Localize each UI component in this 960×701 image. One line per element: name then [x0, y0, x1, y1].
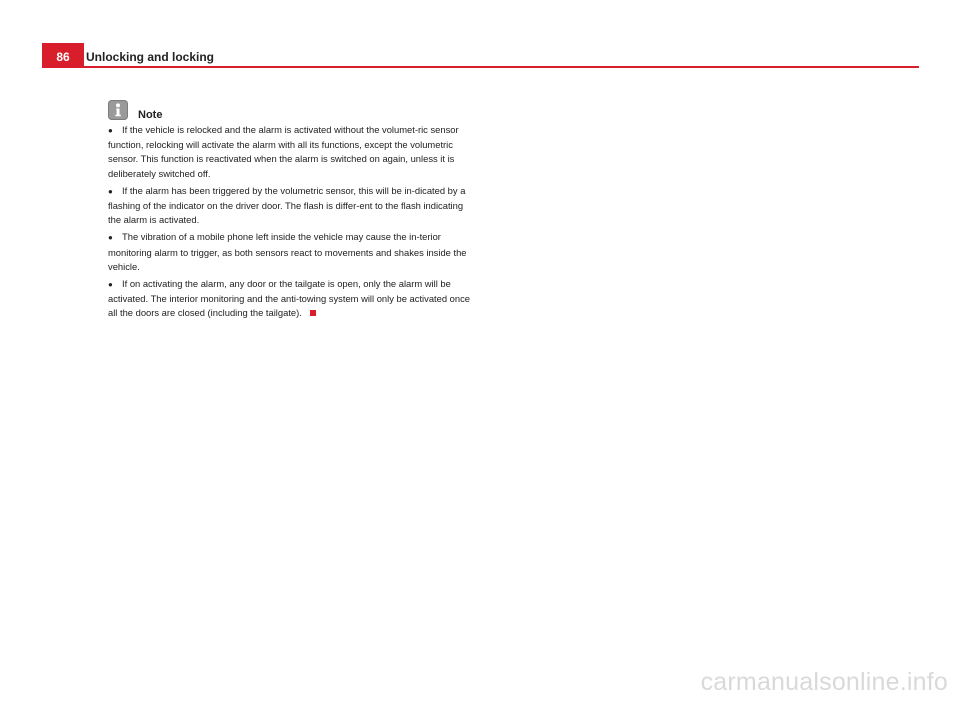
bullet-icon: ● — [108, 233, 113, 243]
list-item-text: If on activating the alarm, any door or the tailgate is open, only the alarm will be activated. The interior monitoring and the anti-towing system will only be activated once all the doors are closed (including the tailgate). — [108, 278, 470, 319]
note-section — [108, 100, 473, 321]
list-item — [108, 277, 473, 321]
note-header — [108, 100, 473, 123]
info-icon — [108, 100, 128, 120]
header-divider — [42, 66, 919, 68]
list-item — [108, 123, 473, 181]
list-item — [108, 184, 473, 228]
section-end-icon — [310, 310, 316, 316]
bullet-icon: ● — [108, 280, 113, 290]
list-item — [108, 230, 473, 274]
watermark: carmanualsonline.info — [700, 668, 948, 696]
list-item-text: The vibration of a mobile phone left inside the vehicle may cause the in-terior monitoring alarm to trigger, as both sensors react to movements and shakes inside the vehicle. — [108, 231, 467, 272]
info-icon-glyph — [108, 100, 128, 120]
note-label: Note — [138, 109, 163, 121]
bullet-icon: ● — [108, 186, 113, 196]
page-title: Unlocking and locking — [86, 50, 215, 64]
bullet-icon: ● — [108, 126, 113, 135]
page-header — [42, 43, 919, 67]
list-item-text: If the alarm has been triggered by the volumetric sensor, this will be in-dicated by a flashing of the indicator on the driver door. The flash is differ-ent to the flash indicating the alarm is activated. — [108, 184, 466, 226]
page-number: 86 — [42, 43, 84, 67]
note-bullet-list — [108, 123, 473, 321]
list-item-text: If the vehicle is relocked and the alarm is activated without the volumet-ric sensor function, relocking will activate the alarm with all its functions, except the volumetric sensor. This function is reactivated when the alarm is switched on again, unless it is deliberately switched off. — [108, 124, 459, 179]
